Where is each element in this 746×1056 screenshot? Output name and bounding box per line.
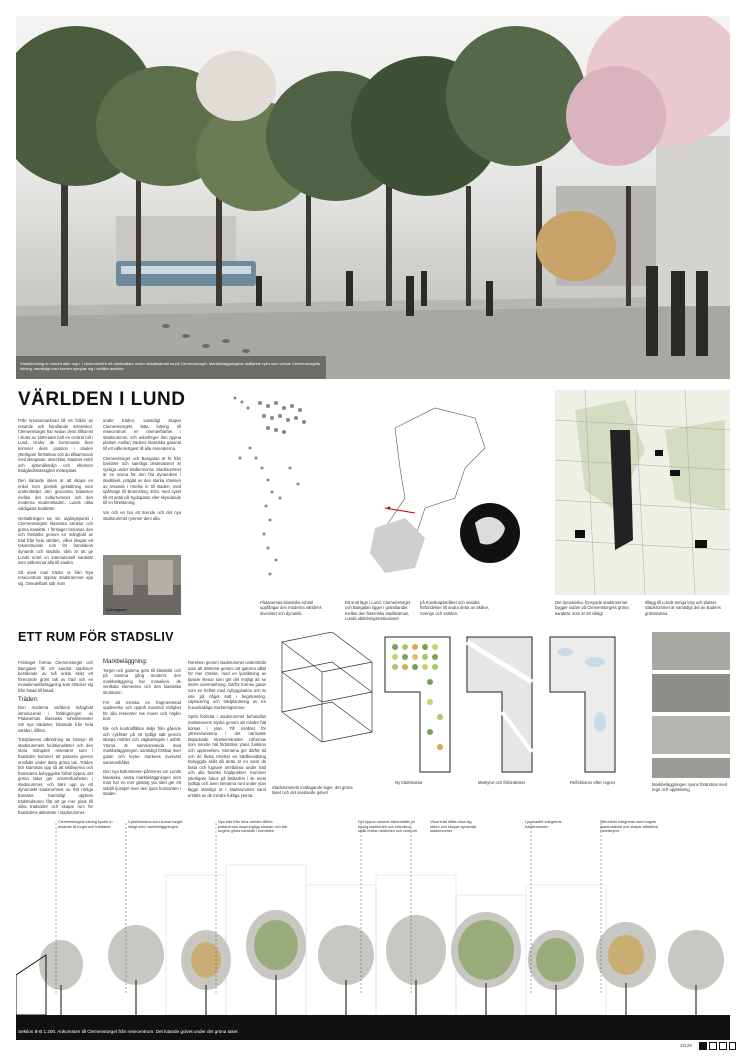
marker-square (699, 1042, 707, 1050)
text-paragraph: Förslaget formar Clemenstorget och Bangatan till ett sandat stadsrum bestående av två enkla skikt ett förenande grönt tak av träd och en mosaikmarkbeläggning som sträcker sig från fasad till fasad. (18, 660, 93, 693)
annotation-5: Vissa träd tillåts växa sig större och skapar dynamisk stadsrummet. (430, 820, 477, 834)
caption-kunskapsstraket: på Kunskapsstråket och snabba förbindelser till andra delar av Skåne, Sverige och världen. (420, 600, 490, 616)
annotation-7: Sittmöbler integreras med torgets markmaterial och skapar attraktiva vistelseytor. (600, 820, 659, 834)
plan-reflections-svg (545, 632, 620, 777)
historic-photo (103, 555, 181, 615)
layers-axonometric-svg (272, 632, 377, 782)
section-ground (16, 1015, 730, 1040)
green-structure-svg (555, 390, 730, 595)
caption-stadsrummets-lager: Stadsrummets mottagande lager, det gröna taket och det sandande golvet (272, 785, 353, 796)
paving-photo-4 (652, 758, 730, 778)
photo-label: Spårvagnen (105, 607, 127, 612)
text-paragraph: Trädplanens utbredning tar hänsyn till stadsrummets funktionaliteter och den stora mängden resenärer som i framtiden kommer att passera genom området under detta gröna tak. Träden bör stammas upp så att siktlinjerna och framtidens bebyggelse förblir öppna; det gröna taket ger orienterbarheten i stadsrummet, och bärs upp av ett dynamiskt stadsrummet av fritt rörliga barriärer. Samtidigt upplevs trädstrukturen fått att ge mer plats till olika trädsarter och skapar rum för framtidens aktiviteter i stadsrummet. (18, 737, 93, 815)
text-paragraph: Den nya kulturstenen påminner om Lunds klassiska, andra markbeläggningen som man har en mer glansig yta nået ger ett subtilt ljusspel över den ljusa horisonten i staden. (103, 769, 181, 797)
paving-photo-3 (652, 716, 730, 754)
caption-markbelaggningen (652, 782, 730, 793)
text-paragraph: Torget och gatorna görs till klassiskt och på samma gång modernt. den markbeläggning har mosaiken. de vertikala elementen och den klassiska strukturen. (103, 667, 181, 695)
annotation-2: Cykelbanorna som korsar torget riktigt med markbeläggningen. (128, 820, 183, 829)
text-paragraph: under träden, samtidigt skapar Clemenstorgets lätta lutning till resecentrum en orienterbarhet i stadsrummet, och anbefreger den öppna platsen mellan trädens klassiska gatunät till ett välkomstgest till alla resenärerna. (103, 418, 181, 451)
marker-square (729, 1042, 736, 1050)
section-elevation (16, 815, 730, 1040)
annotation-1: Clemenstorgets lutning bjuder in resande till torget och trädtaket. (58, 820, 113, 829)
entry-code: 32128 (680, 1043, 692, 1048)
text-paragraph: Bil- och kontrollfälten skiljs från gående och cyklister på ett tydligt sätt genom skarpa möbler och vägkantsgolv i asfalt. Ytorna är sammanvävda med markbeläggningen, samtidigt förtätar över gatan och kryter markens överväxt sammanhållet. (103, 725, 181, 765)
caption-reflektioner: Reflektioner efter regnet (570, 780, 615, 785)
text-paragraph: Var och en har ett ärende och det nya stadsrummet rymmer dem alla. (103, 509, 181, 521)
green-structure-map (555, 390, 730, 595)
caption-ny-tradstruktur: Ny trädstruktur (395, 780, 423, 785)
paving-photo-2 (652, 674, 730, 712)
text-paragraph: Rörelsen genom stadsrummet understöds utan att därtemä genom att gatorna alltid för mer rörelse, med en ljusriktning av ljusare stenar som gör det möjligt att se större sammanhang. Därför formas gatan som en helhet med nybyggnation och är inte på något sätt i begränsning. Utplacering och trädplantering av tre huvudsakliga markeringszoner. (188, 660, 266, 710)
section-caption: Sektion B-B 1:200. Ankomsten till Clemenstorget från resecentrum: Det lutande golvet under det gröna taket (18, 1029, 238, 1034)
plan-new-trees (380, 632, 455, 777)
text-paragraph: Den bärande idéen är att skapa en enkel men poetisk gestaltning som understödjer den gracciösa balansen mellan det kulturrummet och den moderna studentstaden. Lunds olika väldigaste kvaliteter. (18, 477, 93, 511)
caption-platanernas: Platanernas klassiska ruhstil uppfångar den moderna världens diversitet och dynamik. (260, 600, 322, 616)
section1-column-1 (18, 418, 93, 591)
text-paragraph: Clemenstorget och Bangatan är fri från barriärer och samtliga destinationer är synliga under trädkronorna. Stadsrummet är en scena för den fria dynamiken i stadslivet, präglat av den starka rörelsen av resande i rörelse in till staden, med spårvägn till Brunnshög, ESS, med cykel till ett antal på Sydagatan eller skyndande till en föreläsning. (103, 455, 181, 506)
text-paragraph: Så snart man träder ut från Nya resecentrum öppnar stadsrummet upp sig. Omedelbart står man (18, 569, 93, 587)
heading-markbelaggning: Markbeläggning: (103, 659, 148, 665)
text-paragraph: Gestaltningen tar sin utgångspunkt i Clemenstorgets klassiska struktur och gröna karaktär. I förslaget benanas den och förstärks genom en mångfald av träd från hela världen, vilket skapar ett rekonstruerat rum för framtidens dynamik och stadsliv. Idén är att ge Lunds entré en internationell karaktär som välkomnar alla till staden. (18, 515, 93, 566)
annotation-3: Nya träd från hela världen tillförs platanernas ursprungliga struktur och bär torgets gröna karaktär i framtiden (218, 820, 288, 834)
caption-lund-location: Ett snitt läge i Lund. Clemenstorget och Bangatan ligger i gränslandet mellan den historiska stadskärnan, Lunds utbildningsinstitutioner (345, 600, 411, 622)
location-map-svg (345, 388, 540, 598)
text-paragraph: Spritt fördelat i stadsrummet behandlas markstenens styrka genom att mindre häl korsas i ytan. Till nordöst för yttrevarianterna i det närmaste tätpackade rörelsemönstret. Utformas som mindre häl förbättras ytans funktion och upplevelsen. Stenarna ger därför tid och de flesta rörelser en trädbevattning bebyggda skikt då detta är en samt de fasta och lugnare områdena under träd och alla besöks höjdpunkter. Kommer ytterligare fokus på läsbarhet i de mest tydliga och även stenarna runt under ytan läggs ständigt ut i stadsrummet samt ersätts av de mindre fuktiga ytorna. (188, 714, 266, 798)
plan-surfaces-svg (462, 632, 537, 777)
photos-caption-text: nyans förändras med regn och uppläsning (652, 782, 727, 793)
caption-markytor: Markytor och förbindelser (478, 780, 526, 785)
paving-photo-1 (652, 632, 730, 670)
section2-column-2 (103, 660, 181, 801)
caption-tillagg: tillägg till Lunds övriga torg och platser. Stadsrummet är samtidigt del av stadens grönstruktur. (645, 600, 721, 616)
plan-surfaces (462, 632, 537, 777)
section2-column-1 (18, 660, 93, 819)
dot-pattern-diagram (220, 388, 330, 598)
annotation-6: Ljusmaster integreras trädstrukturen (525, 820, 562, 829)
hero-image (16, 16, 730, 379)
text-paragraph: För att minska en fragmenterad upplevelse och uppnå maximal rörlighet för alla resenärer tas murar och höjder bort. (103, 699, 181, 722)
marker-square (719, 1042, 727, 1050)
section-title-ett-rum: ETT RUM FÖR STADSLIV (18, 630, 174, 644)
location-map-panel (345, 388, 540, 598)
section2-column-3 (188, 660, 266, 802)
layers-axonometric (272, 632, 377, 782)
section-elevation-svg (16, 815, 730, 1040)
text-paragraph: Den moderna världens mångfald introduceras i förlängningen av Platanernas klassiska ruhstilmönster när nya trädarter, hämtade från hela världen, tillförs. (18, 705, 93, 733)
marker-square (709, 1042, 717, 1050)
section-title-varlden: VÄRLDEN I LUND (18, 389, 186, 410)
caption-dynamiska: Det dynamiska, fönsyade stadsrummet bygger vidare på Clemenstorgets gröna karaktär, som är ett viktigt (555, 600, 629, 616)
historic-photo-scene (103, 555, 181, 615)
dot-pattern-svg (220, 388, 330, 598)
plan-reflections (545, 632, 620, 777)
plan-new-trees-svg (380, 632, 455, 777)
photos-caption-title: Markbeläggningen (652, 782, 687, 787)
annotation-4: Det öppna rummet säkerställer en trevlig stadsentré och bekväma stråk mellan stationen och centrum. (358, 820, 418, 834)
section1-column-2 (103, 418, 181, 525)
text-paragraph: Från kreaturmarknad till ett folkliv av resande och handlande människor. Clemenstorget har sedan dess tillkomst i slutet av 1800-talet haft en central roll i Lund. Under de kommande åren kommer dess position i staden ytterligare förstärkas och du tillsammans med Bangatan, utvecklas, stadens entré och sjönmålsmiljö och eftersom trädgårdsmässighet mötesplats. (18, 418, 93, 474)
heading-traden: Träden: (18, 696, 39, 703)
hero-caption: Stadslivmång en bracht aller regn. I vintersemten ett minimalism under skikaksatruerna på Clemenstorget. Markbelaggningens skiftande rytm som verkar Clemenstorgets lutning, samtidigt som kronen speglas sig i vattlika ansikter. (20, 361, 320, 371)
hero-scene (16, 16, 730, 379)
